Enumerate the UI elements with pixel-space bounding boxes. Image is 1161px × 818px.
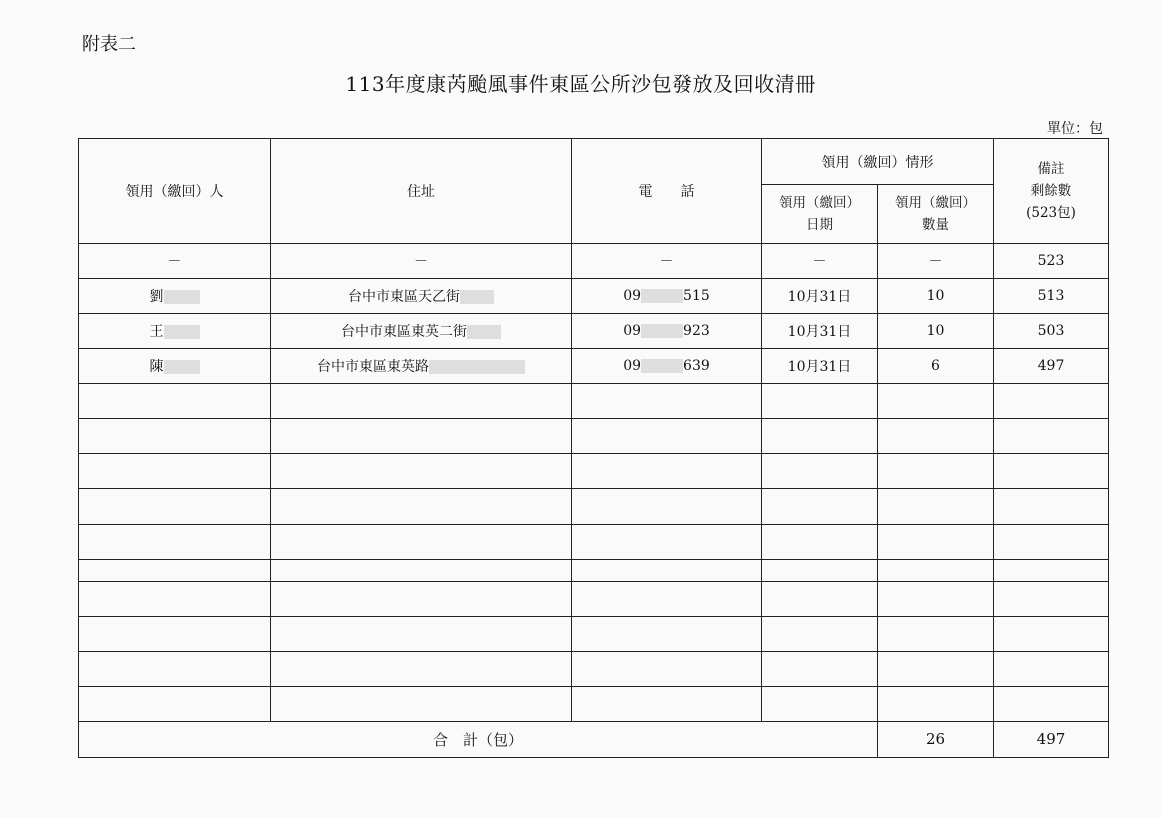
empty-cell	[994, 384, 1109, 419]
empty-cell	[572, 489, 762, 524]
person-cell	[79, 314, 271, 349]
empty-cell	[878, 559, 994, 581]
empty-row	[79, 686, 1109, 721]
empty-cell	[572, 524, 762, 559]
header-phone: 電 話	[572, 139, 762, 244]
redaction-mask	[429, 360, 525, 374]
empty-cell	[762, 419, 878, 454]
person-cell	[79, 349, 271, 384]
empty-cell	[271, 524, 572, 559]
phone-cell-text: －	[659, 254, 674, 271]
appendix-label: 附表二	[82, 34, 136, 55]
empty-cell	[572, 419, 762, 454]
empty-cell	[271, 616, 572, 651]
qty-cell	[878, 314, 994, 349]
empty-cell	[271, 559, 572, 581]
date-cell-text: －	[812, 254, 827, 271]
empty-cell	[878, 419, 994, 454]
empty-cell	[994, 419, 1109, 454]
person-cell-text: 劉	[149, 289, 164, 306]
redaction-mask	[641, 289, 683, 303]
document-title: 113年度康芮颱風事件東區公所沙包發放及回收清冊	[345, 72, 816, 96]
empty-cell	[878, 651, 994, 686]
empty-cell	[271, 581, 572, 616]
empty-cell	[271, 419, 572, 454]
header-remark-line3: (523包)	[1026, 205, 1076, 222]
empty-cell	[762, 489, 878, 524]
date-cell	[762, 349, 878, 384]
address-cell-text: 台中市東區天乙街	[348, 289, 460, 306]
total-qty-text: 26	[925, 730, 946, 749]
phone-cell	[572, 349, 762, 384]
empty-cell	[762, 524, 878, 559]
empty-cell	[271, 489, 572, 524]
header-address: 住址	[271, 139, 572, 244]
qty-cell	[878, 244, 994, 279]
phone-prefix: 09	[623, 288, 642, 305]
empty-cell	[271, 454, 572, 489]
empty-cell	[878, 524, 994, 559]
empty-cell	[572, 686, 762, 721]
header-qty	[878, 185, 994, 244]
header-remark	[994, 139, 1109, 244]
empty-cell	[572, 559, 762, 581]
empty-cell	[572, 616, 762, 651]
date-cell-text: 10月31日	[787, 289, 852, 306]
empty-row	[79, 616, 1109, 651]
remaining-cell-text: 503	[1037, 323, 1065, 340]
empty-cell	[572, 454, 762, 489]
address-cell	[271, 244, 572, 279]
date-cell	[762, 279, 878, 314]
phone-cell	[572, 244, 762, 279]
empty-cell	[79, 651, 271, 686]
table-row	[79, 349, 1109, 384]
person-cell-text: 陳	[149, 359, 164, 376]
remaining-cell-text: 497	[1037, 358, 1065, 375]
empty-cell	[994, 524, 1109, 559]
address-cell	[271, 349, 572, 384]
phone-cell	[572, 314, 762, 349]
person-cell	[79, 244, 271, 279]
total-label	[79, 721, 878, 757]
phone-suffix: 639	[683, 358, 710, 375]
empty-row	[79, 384, 1109, 419]
total-label-text: 合 計（包）	[432, 730, 523, 749]
remaining-cell	[994, 314, 1109, 349]
empty-cell	[994, 489, 1109, 524]
redaction-mask	[460, 290, 494, 304]
header-remark-line2: 剩餘數	[1030, 183, 1072, 200]
phone-prefix: 09	[623, 323, 642, 340]
total-qty	[878, 721, 994, 757]
empty-row	[79, 524, 1109, 559]
redaction-mask	[641, 359, 683, 373]
header-remark-line1: 備註	[1037, 161, 1065, 178]
header-qty-line2: 數量	[922, 217, 949, 234]
address-cell-text: －	[414, 254, 428, 271]
empty-row	[79, 651, 1109, 686]
remaining-cell	[994, 279, 1109, 314]
empty-cell	[878, 686, 994, 721]
empty-row	[79, 454, 1109, 489]
empty-cell	[762, 651, 878, 686]
person-cell	[79, 279, 271, 314]
empty-cell	[79, 686, 271, 721]
empty-cell	[572, 581, 762, 616]
empty-cell	[271, 651, 572, 686]
empty-cell	[762, 559, 878, 581]
header-person: 領用（繳回）人	[79, 139, 271, 244]
header-date-line1: 領用（繳回）	[779, 195, 860, 212]
empty-cell	[271, 686, 572, 721]
empty-cell	[79, 581, 271, 616]
empty-cell	[762, 616, 878, 651]
empty-cell	[762, 384, 878, 419]
qty-cell-text: 6	[931, 358, 940, 375]
table-row	[79, 314, 1109, 349]
redaction-mask	[164, 325, 200, 339]
empty-row	[79, 419, 1109, 454]
address-cell-text: 台中市東區東英二街	[341, 324, 467, 341]
empty-cell	[79, 559, 271, 581]
qty-cell-text: 10	[926, 323, 945, 340]
table-row	[79, 279, 1109, 314]
date-cell-text: 10月31日	[787, 359, 852, 376]
header-date-line2: 日期	[806, 217, 833, 234]
phone-prefix: 09	[623, 358, 642, 375]
total-remaining-text: 497	[1036, 730, 1066, 749]
empty-cell	[878, 384, 994, 419]
date-cell	[762, 314, 878, 349]
phone-suffix: 923	[683, 323, 710, 340]
date-cell	[762, 244, 878, 279]
address-cell	[271, 314, 572, 349]
person-cell-text: －	[167, 254, 182, 271]
qty-cell-text: －	[928, 254, 943, 271]
empty-cell	[994, 559, 1109, 581]
empty-cell	[878, 581, 994, 616]
remaining-cell-text: 513	[1037, 288, 1065, 305]
empty-cell	[762, 454, 878, 489]
empty-cell	[994, 651, 1109, 686]
total-remaining	[994, 721, 1109, 757]
qty-cell-text: 10	[926, 288, 945, 305]
phone-cell	[572, 279, 762, 314]
qty-cell	[878, 349, 994, 384]
empty-cell	[79, 384, 271, 419]
phone-suffix: 515	[683, 288, 710, 305]
empty-row	[79, 489, 1109, 524]
empty-cell	[878, 489, 994, 524]
empty-cell	[994, 454, 1109, 489]
empty-cell	[271, 384, 572, 419]
empty-cell	[572, 384, 762, 419]
empty-cell	[79, 489, 271, 524]
remaining-cell	[994, 349, 1109, 384]
empty-cell	[79, 419, 271, 454]
empty-cell	[762, 686, 878, 721]
empty-row	[79, 581, 1109, 616]
empty-cell	[79, 524, 271, 559]
empty-cell	[994, 616, 1109, 651]
empty-cell	[878, 616, 994, 651]
header-situation: 領用（繳回）情形	[762, 139, 994, 185]
header-qty-line1: 領用（繳回）	[895, 195, 976, 212]
redaction-mask	[641, 324, 683, 338]
remaining-cell	[994, 244, 1109, 279]
sandbag-ledger-table	[78, 138, 1109, 758]
total-row	[79, 721, 1109, 757]
empty-cell	[994, 686, 1109, 721]
address-cell	[271, 279, 572, 314]
empty-cell	[79, 454, 271, 489]
unit-label: 單位：包	[1047, 121, 1103, 137]
empty-cell	[79, 616, 271, 651]
empty-cell	[878, 454, 994, 489]
table-row	[79, 244, 1109, 279]
empty-cell	[572, 651, 762, 686]
header-date	[762, 185, 878, 244]
remaining-cell-text: 523	[1037, 253, 1065, 270]
empty-cell	[762, 581, 878, 616]
empty-cell	[994, 581, 1109, 616]
date-cell-text: 10月31日	[787, 324, 852, 341]
redaction-mask	[164, 290, 200, 304]
person-cell-text: 王	[149, 324, 164, 341]
qty-cell	[878, 279, 994, 314]
address-cell-text: 台中市東區東英路	[317, 359, 429, 376]
empty-row	[79, 559, 1109, 581]
redaction-mask	[164, 360, 200, 374]
redaction-mask	[467, 325, 501, 339]
